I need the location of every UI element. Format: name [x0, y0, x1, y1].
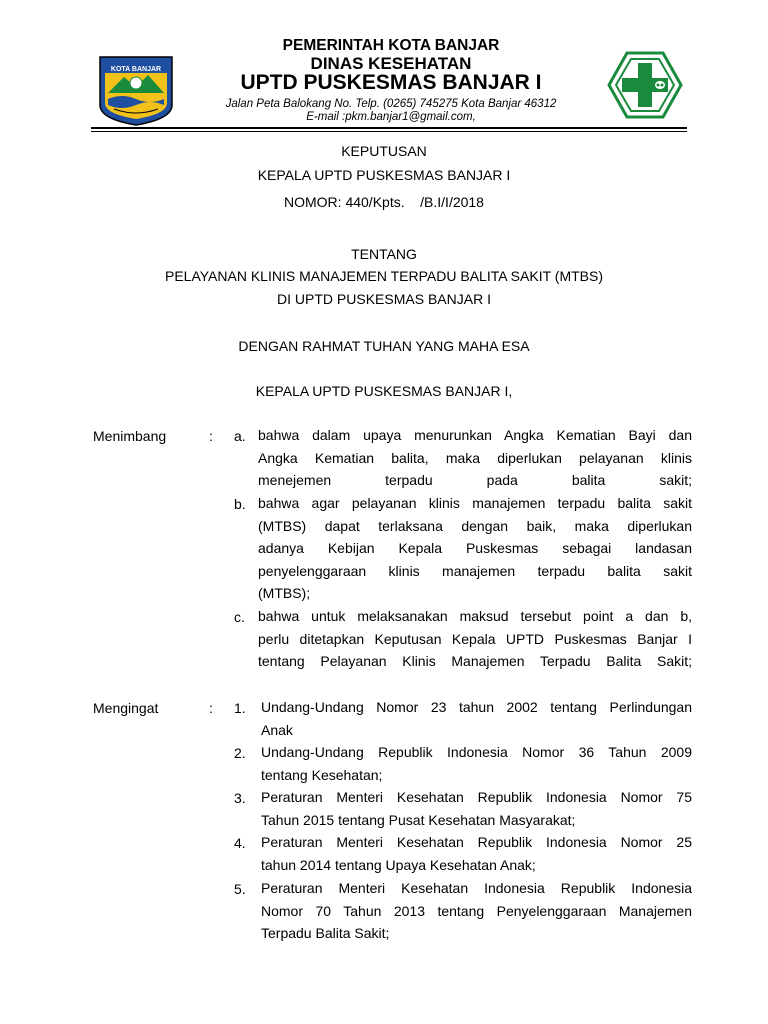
- text-line: tahun 2014 tentang Upaya Kesehatan Anak;: [261, 856, 536, 873]
- text-line: (MTBS);: [258, 585, 311, 601]
- mengingat-item-2: [261, 741, 692, 786]
- text-line: menejemen terpadu pada balita sakit;: [258, 472, 692, 488]
- text-line: Peraturan Menteri Kesehatan Republik Indonesia Nomor 25: [261, 834, 692, 850]
- text-line: tentang Kesehatan;: [261, 766, 383, 783]
- text-line: bahwa untuk melaksanakan maksud tersebut point a dan b,: [258, 608, 692, 624]
- decision-number: NOMOR: 440/Kpts. /B.I/I/2018: [284, 194, 484, 210]
- menimbang-colon: :: [209, 428, 213, 444]
- mengingat-item-4: [261, 831, 692, 876]
- letterhead-rule-thick: [91, 127, 687, 129]
- mengingat-marker-1: 1.: [234, 700, 246, 716]
- text-line: Undang-Undang Republik Indonesia Nomor 36 Tahun 2009: [261, 744, 692, 760]
- text-line: (MTBS) dapat terlaksana dengan baik, maka diperlukan: [258, 517, 692, 534]
- kota-banjar-emblem-icon: [96, 53, 176, 128]
- text-line: Terpadu Balita Sakit;: [261, 925, 390, 941]
- menimbang-item-a: [258, 424, 692, 492]
- text-line: tentang Pelayanan Klinis Manajemen Terpadu Balita Sakit;: [258, 653, 692, 669]
- menimbang-marker-a: a.: [234, 428, 246, 444]
- letterhead-email: E-mail :pkm.banjar1@gmail.com,: [306, 111, 476, 123]
- letterhead-government: PEMERINTAH KOTA BANJAR: [282, 37, 500, 54]
- text-line: bahwa dalam upaya menurunkan Angka Kematian Bayi dan: [258, 427, 692, 443]
- text-line: perlu ditetapkan Keputusan Kepala UPTD Puskesmas Banjar I: [258, 630, 692, 647]
- decision-head: KEPALA UPTD PUSKESMAS BANJAR I: [257, 167, 511, 183]
- mengingat-marker-3: 3.: [234, 790, 246, 806]
- subject-line-2: DI UPTD PUSKESMAS BANJAR I: [277, 291, 491, 307]
- letterhead-address: Jalan Peta Balokang No. Telp. (0265) 745275 Kota Banjar 46312: [225, 98, 557, 110]
- text-line: Anak: [261, 721, 293, 738]
- letterhead-department: DINAS KESEHATAN: [310, 54, 472, 73]
- menimbang-item-c: [258, 605, 692, 673]
- mengingat-marker-2: 2.: [234, 745, 246, 761]
- text-line: Undang-Undang Nomor 23 tahun 2002 tentang Perlindungan: [261, 699, 692, 715]
- mengingat-label: Mengingat: [93, 700, 159, 716]
- text-line: Peraturan Menteri Kesehatan Republik Indonesia Nomor 75: [261, 789, 692, 805]
- blessing-line: DENGAN RAHMAT TUHAN YANG MAHA ESA: [238, 338, 530, 354]
- menimbang-marker-b: b.: [234, 496, 246, 512]
- text-line: Tahun 2015 tentang Pusat Kesehatan Masyarakat;: [261, 811, 576, 828]
- decision-title: KEPUTUSAN: [341, 143, 427, 159]
- subject-line-1: PELAYANAN KLINIS MANAJEMEN TERPADU BALITA SAKIT (MTBS): [165, 268, 603, 284]
- mengingat-colon: :: [209, 700, 213, 716]
- menimbang-marker-c: c.: [234, 609, 245, 625]
- text-line: Angka Kematian balita, maka diperlukan pelayanan klinis: [258, 449, 692, 466]
- menimbang-label: Menimbang: [93, 428, 167, 444]
- about-label: TENTANG: [351, 246, 417, 262]
- mengingat-item-1: [261, 696, 692, 741]
- text-line: Nomor 70 Tahun 2013 tentang Penyelenggaraan Manajemen: [261, 902, 692, 919]
- emblem-text: KOTA BANJAR: [110, 66, 162, 73]
- issuer-line: KEPALA UPTD PUSKESMAS BANJAR I,: [255, 383, 513, 399]
- letterhead-rule-thin: [91, 131, 687, 132]
- text-line: Peraturan Menteri Kesehatan Indonesia Republik Indonesia: [261, 880, 692, 896]
- mengingat-item-5: [261, 877, 692, 945]
- text-line: penyelenggaraan klinis manajemen terpadu balita sakit: [258, 562, 692, 579]
- mengingat-marker-5: 5.: [234, 881, 246, 897]
- mengingat-marker-4: 4.: [234, 835, 246, 851]
- text-line: bahwa agar pelayanan klinis manajemen terpadu balita sakit: [258, 495, 692, 511]
- puskesmas-cross-logo-icon: [607, 51, 683, 119]
- menimbang-item-b: [258, 492, 692, 605]
- letterhead-institution: UPTD PUSKESMAS BANJAR I: [240, 71, 542, 94]
- text-line: adanya Kebijan Kepala Puskesmas sebagai landasan: [258, 540, 692, 556]
- mengingat-item-3: [261, 786, 692, 831]
